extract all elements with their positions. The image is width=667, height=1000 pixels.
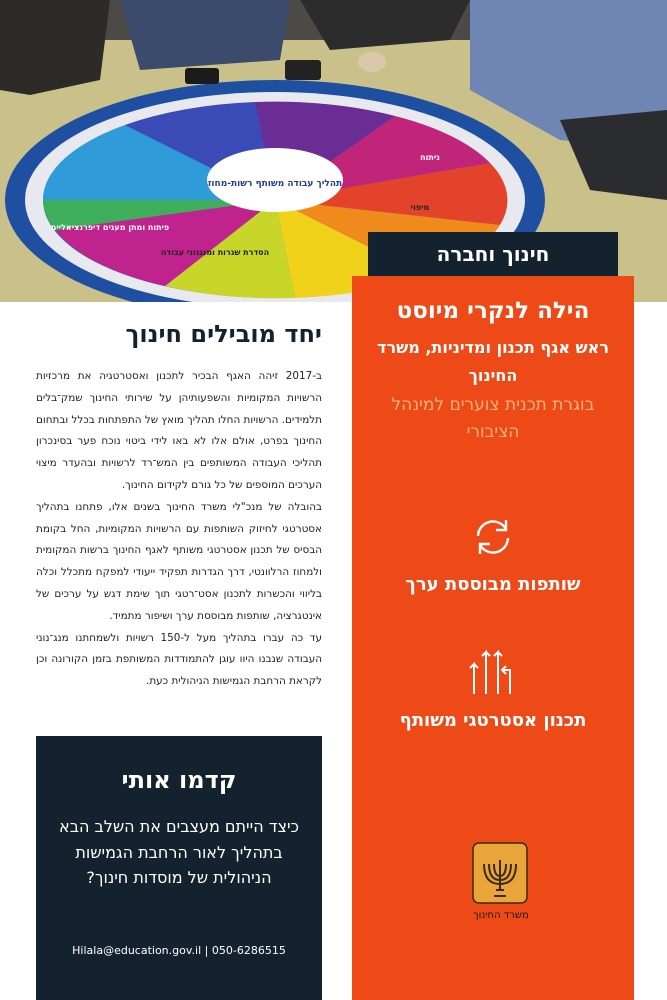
ministry-label: משרד החינוך [473, 910, 529, 921]
article-paragraph: בהובלה של מנכ"לי משרד החינוך בשנים אלו, פתחנו בתהליך אסטרטגי לחיזוק השותפות עם הרשויות המקומיות, החל בקומת הבסיס של תכנון אסטרטגי משותף לאגף החינוך ברשות המקומית ולמחוז הרלוונטי, דרך הגדרות תפקיד ייעודי למפקח מתכלל וכלה בליווי והכשרות לתכנון אסט־רטגי תוך שימת דגש על ערכים של אינטגרציה, שותפות מבוססת ערך ושיפור מתמיד. [36, 500, 322, 622]
profile-graduate: בוגרת תכנית צוערים למינהל הציבורי [391, 395, 595, 442]
category-tag: חינוך וחברה [368, 232, 618, 276]
article-title: יחד מובילים חינוך [125, 320, 322, 348]
wheel-segment-label: הסדרת שגרות ומנגנוני עבודה [160, 248, 270, 257]
profile-role: ראש אגף תכנון ומדיניות, משרד החינוך [377, 338, 609, 385]
highlight-value-partnership: שותפות מבוססת ערך [405, 574, 581, 595]
wheel-center-label: תהליך עבודה משותף רשות-מחוז [207, 179, 343, 189]
wheel-segment-label: פיתוח ומתן מענים דיפרנציאליים [50, 223, 170, 232]
refresh-cycle-icon [468, 512, 518, 562]
phone-number[interactable]: 050-6286515 [211, 944, 286, 957]
cta-box [36, 736, 322, 1000]
profile-name: הילה לנקרי מיוסט [396, 298, 590, 324]
wheel-segment-label: מיפוי [410, 203, 430, 212]
cta-text: כיצד הייתם מעצבים את השלב הבא בתהליך לאור הרחבת הגמישות הניהולית של מוסדות חינוך? [59, 817, 299, 887]
contact-line [36, 944, 322, 957]
profile-panel [352, 276, 634, 1000]
article-body [36, 366, 322, 693]
article-paragraph: ב-2017 זיהה האגף הבכיר לתכנון ואסטרטגיה את מרכזיות הרשויות המקומיות והשפעותיהן על שירותי החינוך שמק־בלים תלמידים. הרשויות החלו תהליך מואץ של התפתחות בכלל ובתחום החינוך בפרט, אולם אלו לא באו לידי ביטוי נוכח פער בסינכרון תהליכי העבודה המשותפים בין המש־רד לרשויות ובהעדר מיצוי הערכים המוספים של כל גורם לקידום החינוך. [36, 370, 322, 491]
arrows-up-icon [466, 644, 518, 696]
state-emblem-icon [472, 842, 528, 904]
contact-separator: | [204, 944, 209, 957]
email-link[interactable]: Hilala@education.gov.il [72, 944, 202, 957]
article-paragraph: עד כה עברו בתהליך מעל ל-150 רשויות ולשמחתנו מנג־נוני העבודה שנבנו היוו עוגן להתמודדות המשותפת בזמן הקורונה וכן לקראת הרחבת הגמישות הניהולית כעת. [36, 631, 322, 688]
wheel-segment-label: ניתוח [420, 153, 440, 162]
highlight-strategic-planning: תכנון אסטרטגי משותף [399, 710, 587, 731]
cta-title: קדמו אותי [121, 766, 237, 794]
